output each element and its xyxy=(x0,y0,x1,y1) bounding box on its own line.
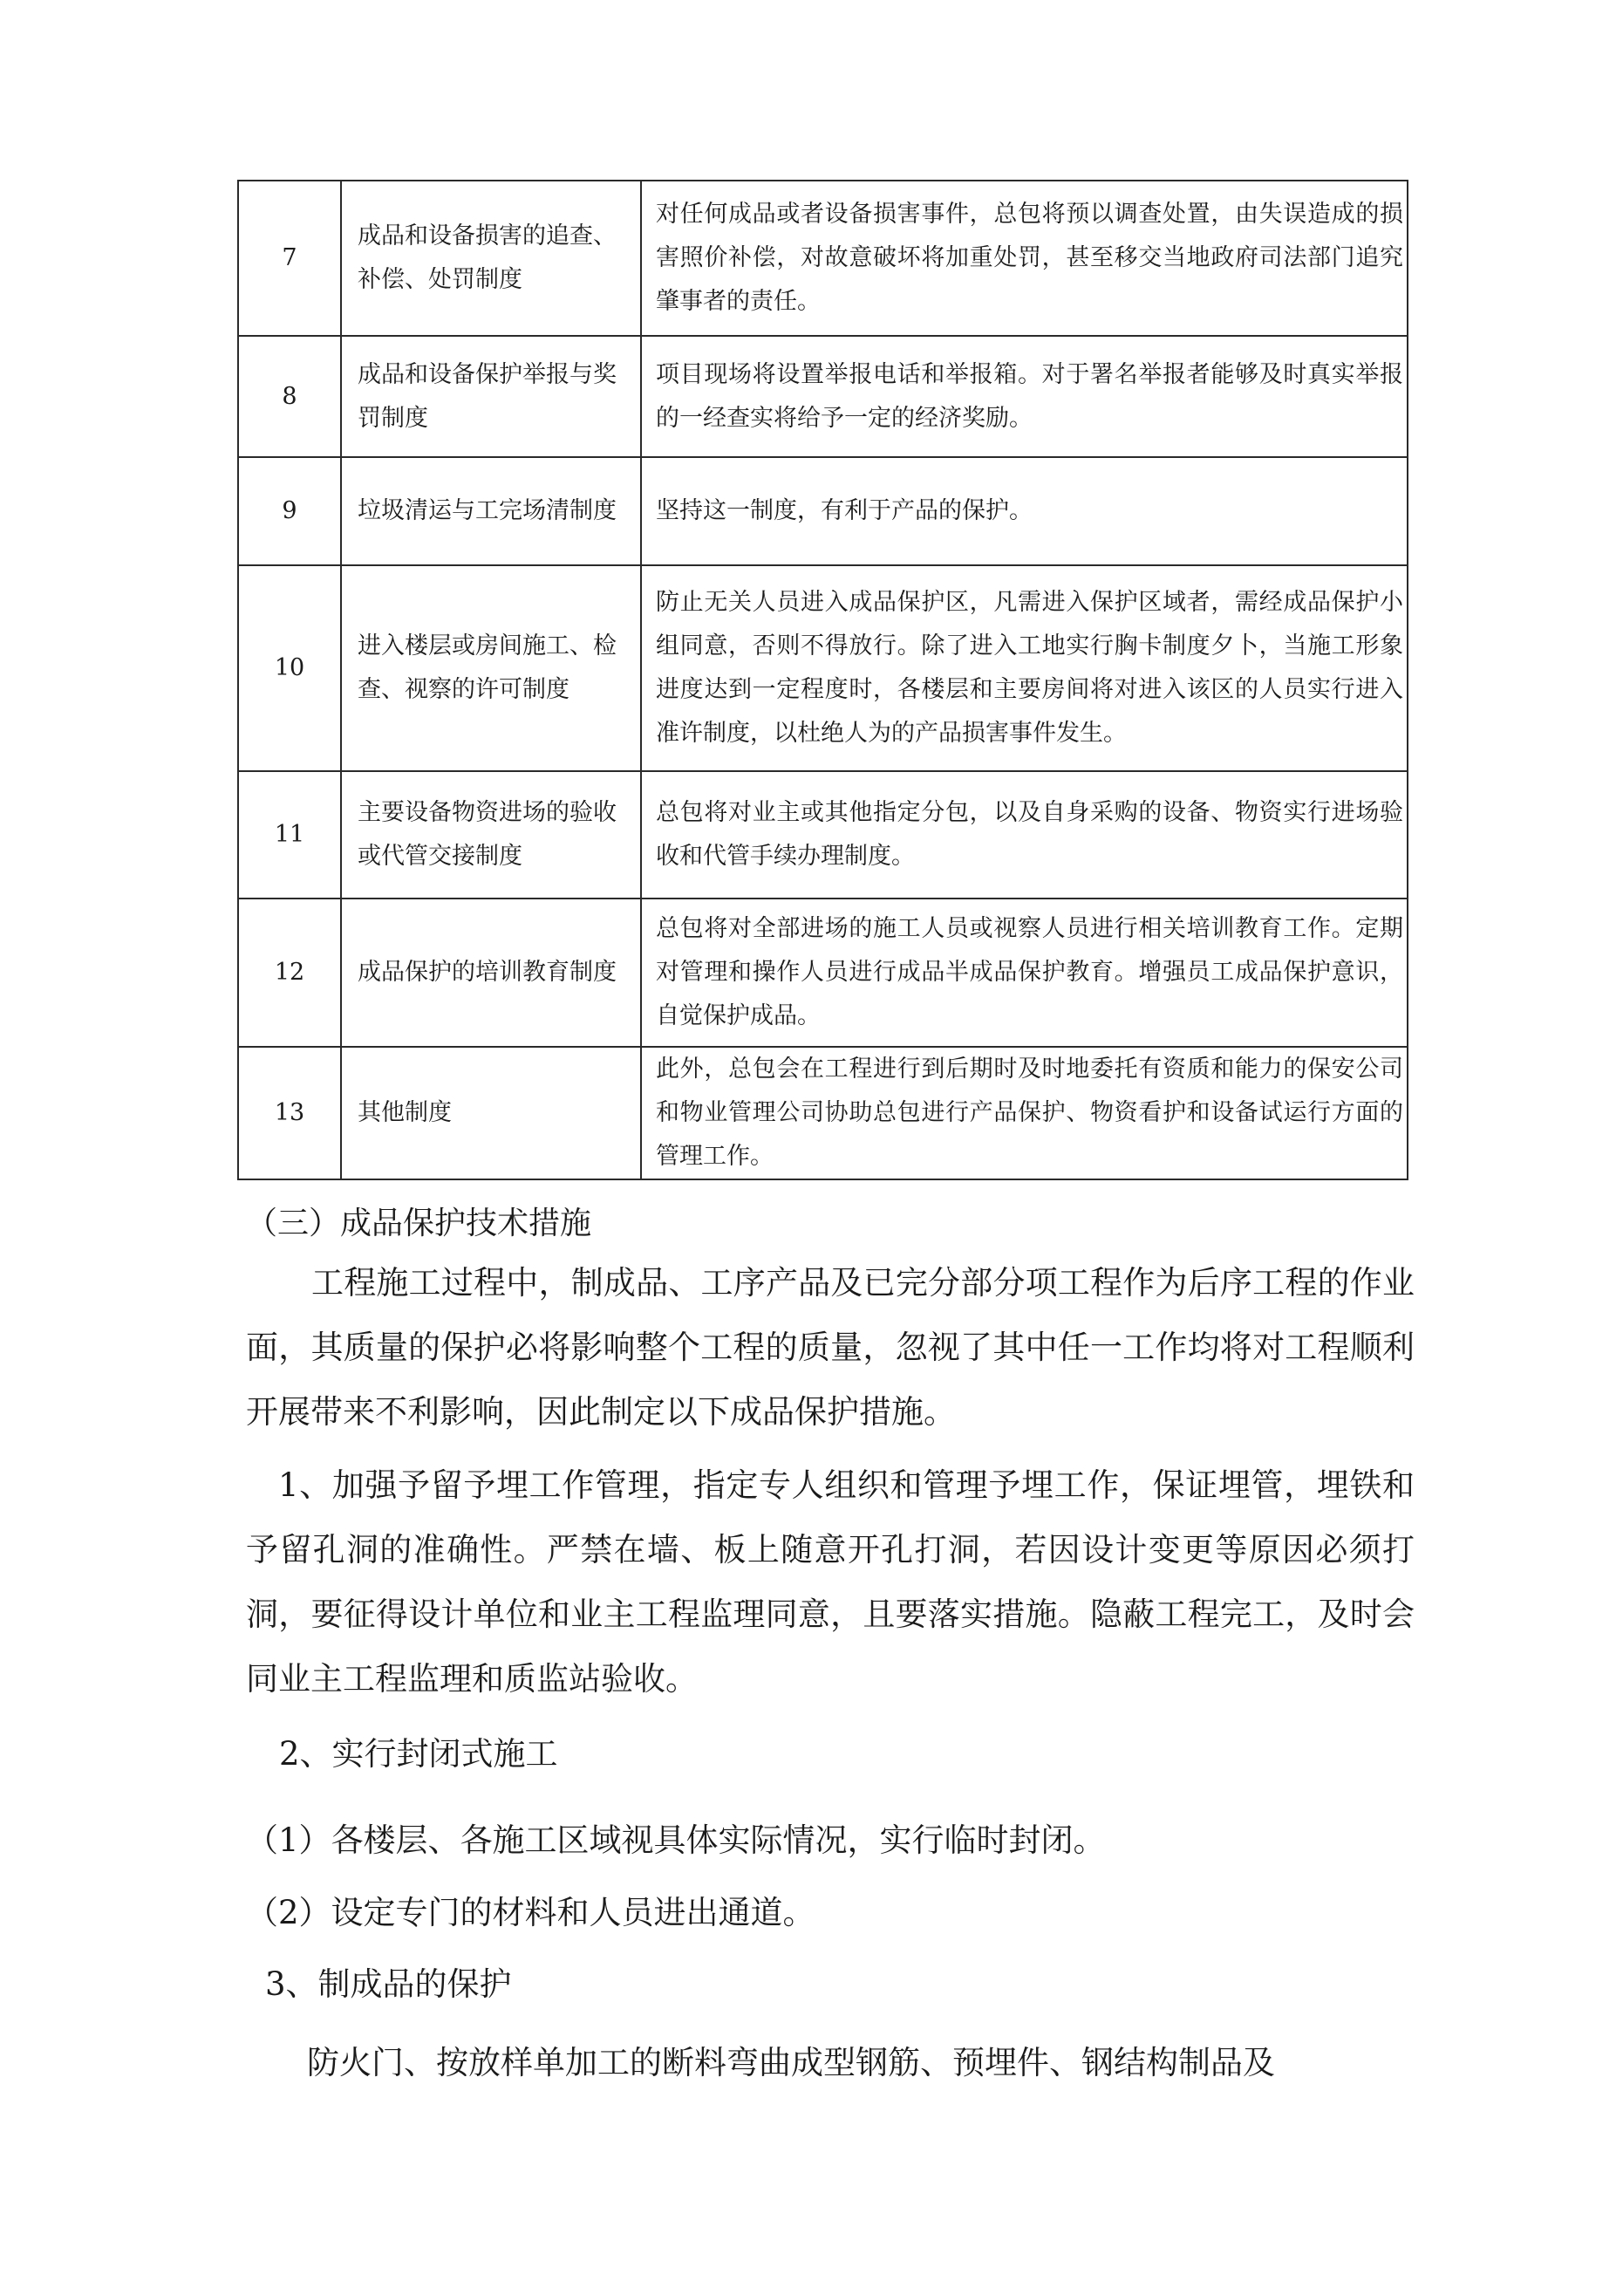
rule-name: 成品保护的培训教育制度 xyxy=(341,899,641,1047)
rule-description: 对任何成品或者设备损害事件，总包将预以调查处置，由失误造成的损害照价补偿，对故意破坏将加重处罚，甚至移交当地政府司法部门追究肇事者的责任。 xyxy=(641,181,1408,336)
table-row xyxy=(238,565,1408,771)
rule-name: 进入楼层或房间施工、检查、视察的许可制度 xyxy=(341,565,641,771)
row-number: 8 xyxy=(238,336,341,457)
protection-rules-table xyxy=(237,180,1408,1180)
row-number: 13 xyxy=(238,1047,341,1179)
row-number: 12 xyxy=(238,899,341,1047)
table-row xyxy=(238,771,1408,899)
intro-paragraph: 工程施工过程中，制成品、工序产品及已完分部分项工程作为后序工程的作业面，其质量的保护必将影响整个工程的质量，忽视了其中任一工作均将对工程顺利开展带来不利影响，因此制定以下成品保护措施。 xyxy=(246,1264,1415,1431)
rule-name: 成品和设备保护举报与奖罚制度 xyxy=(341,336,641,457)
table-row xyxy=(238,899,1408,1047)
rule-description: 项目现场将设置举报电话和举报箱。对于署名举报者能够及时真实举报的一经查实将给予一定的经济奖励。 xyxy=(641,336,1408,457)
row-number: 9 xyxy=(238,457,341,565)
rule-description: 坚持这一制度，有利于产品的保护。 xyxy=(641,457,1408,565)
sub-item-2: （2）设定专门的材料和人员进出通道。 xyxy=(246,1894,815,1931)
rule-name: 垃圾清运与工完场清制度 xyxy=(341,457,641,565)
table-row xyxy=(238,1047,1408,1179)
table-row xyxy=(238,457,1408,565)
rule-name: 主要设备物资进场的验收或代管交接制度 xyxy=(341,771,641,899)
rule-name: 其他制度 xyxy=(341,1047,641,1179)
row-number: 10 xyxy=(238,565,341,771)
rule-name: 成品和设备损害的追查、补偿、处罚制度 xyxy=(341,181,641,336)
rule-description: 防止无关人员进入成品保护区，凡需进入保护区域者，需经成品保护小组同意，否则不得放行。除了进入工地实行胸卡制度夕卜，当施工形象进度达到一定程度时，各楼层和主要房间将对进入该区的人员实行进入准许制度，以杜绝人为的产品损害事件发生。 xyxy=(641,565,1408,771)
rule-description: 此外，总包会在工程进行到后期时及时地委托有资质和能力的保安公司和物业管理公司协助总包进行产品保护、物资看护和设备试运行方面的管理工作。 xyxy=(641,1047,1408,1179)
rule-description: 总包将对业主或其他指定分包，以及自身采购的设备、物资实行进场验收和代管手续办理制度。 xyxy=(641,771,1408,899)
sub-item-1: （1）各楼层、各施工区域视具体实际情况，实行临时封闭。 xyxy=(246,1821,1106,1859)
row-number: 7 xyxy=(238,181,341,336)
section-heading: （三）成品保护技术措施 xyxy=(246,1206,592,1241)
table-row xyxy=(238,336,1408,457)
item-1-paragraph: 1、加强予留予埋工作管理，指定专人组织和管理予埋工作，保证埋管，埋铁和予留孔洞的准确性。严禁在墙、板上随意开孔打洞，若因设计变更等原因必须打洞，要征得设计单位和业主工程监理同意，且要落实措施。隐蔽工程完工，及时会同业主工程监理和质监站验收。 xyxy=(246,1466,1415,1698)
item-3-heading: 3、制成品的保护 xyxy=(265,1965,512,2003)
rule-description: 总包将对全部进场的施工人员或视察人员进行相关培训教育工作。定期对管理和操作人员进行成品半成品保护教育。增强员工成品保护意识，自觉保护成品。 xyxy=(641,899,1408,1047)
continuation-paragraph: 防火门、按放样单加工的断料弯曲成型钢筋、预埋件、钢结构制品及 xyxy=(307,2044,1275,2081)
table-row xyxy=(238,181,1408,336)
item-2-heading: 2、实行封闭式施工 xyxy=(279,1735,558,1773)
row-number: 11 xyxy=(238,771,341,899)
